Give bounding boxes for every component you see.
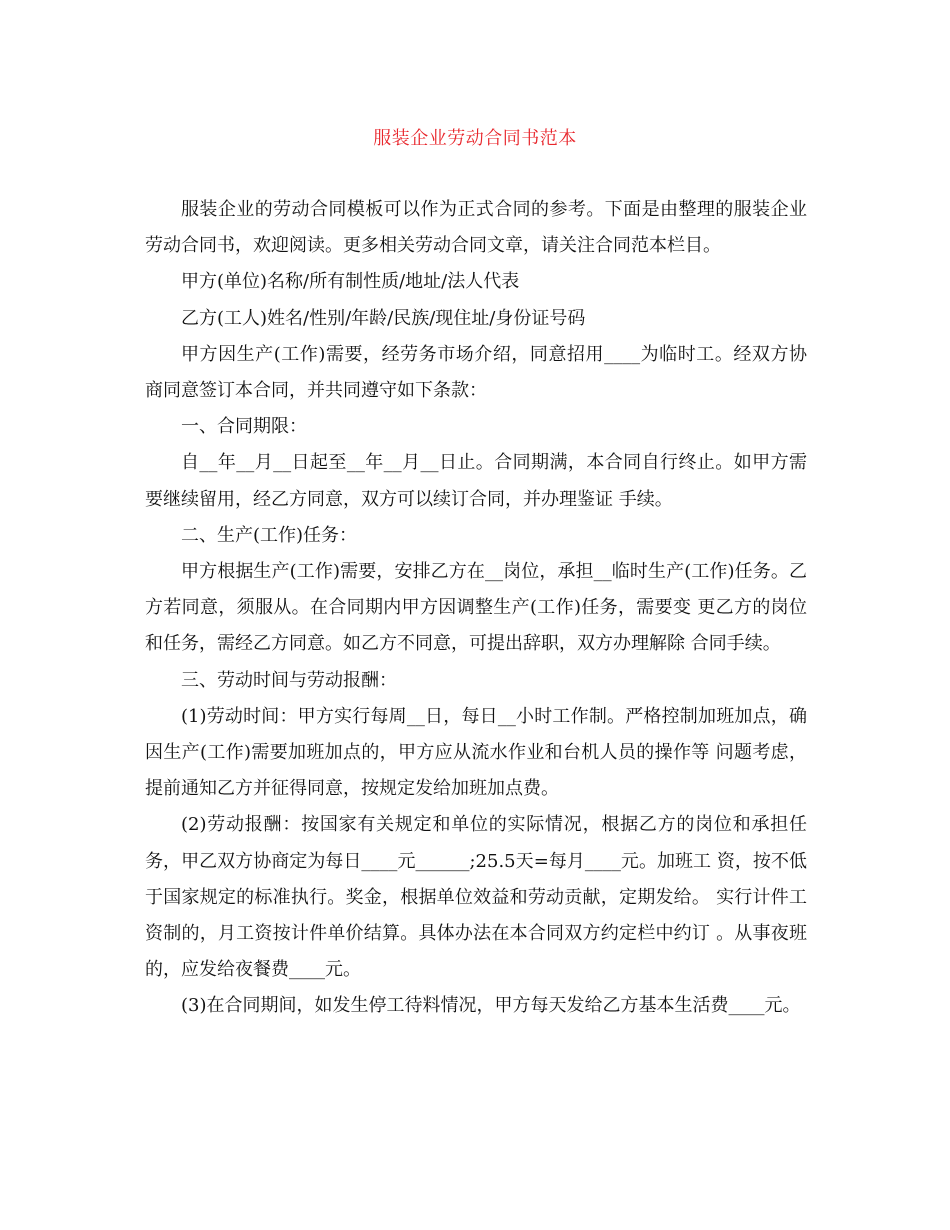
working-hours-paragraph: (1)劳动时间：甲方实行每周__日，每日__小时工作制。严格控制加班加点，确因生产(工作)需要加班加点的，甲方应从流水作业和台机人员的操作等 问题考虑，提前通知乙方并征得同意，按规定发给加班加点费。 [145, 705, 807, 800]
work-stoppage-paragraph: (3)在合同期间，如发生停工待料情况，甲方每天发给乙方基本生活费____元。 [181, 995, 801, 1017]
document-title: 服装企业劳动合同书范本 [373, 128, 577, 149]
section-heading-term: 一、合同期限： [181, 416, 307, 438]
party-b-info: 乙方(工人)姓名/性别/年龄/民族/现住址/身份证号码 [181, 307, 586, 329]
remuneration-paragraph: (2)劳动报酬：按国家有关规定和单位的实际情况，根据乙方的岗位和承担任务，甲乙双方协商定为每日____元______;25.5天=每月____元。加班工 资，按不低于国家规定的标准执行。奖金，根据单位效益和劳动贡献，定期发给。 实行计件工资制的，月工资按计件单价结算。具体办法在本合同双方约定栏中约订 。从事夜班的，应发给夜餐费____元。 [145, 814, 807, 981]
section-heading-hours-pay: 三、劳动时间与劳动报酬： [181, 669, 397, 691]
section-heading-tasks: 二、生产(工作)任务： [181, 524, 358, 546]
document-body [145, 192, 807, 1025]
tasks-paragraph: 甲方根据生产(工作)需要，安排乙方在__岗位，承担__临时生产(工作)任务。乙方若同意，须服从。在合同期内甲方因调整生产(工作)任务，需要变 更乙方的岗位和任务，需经乙方同意。如乙方不同意，可提出辞职，双方办理解除 合同手续。 [145, 561, 807, 655]
intro-paragraph: 服装企业的劳动合同模板可以作为正式合同的参考。下面是由整理的服装企业劳动合同书，欢迎阅读。更多相关劳动合同文章，请关注合同范本栏目。 [145, 199, 807, 257]
party-a-info: 甲方(单位)名称/所有制性质/地址/法人代表 [181, 271, 520, 293]
term-paragraph: 自__年__月__日起至__年__月__日止。合同期满，本合同自行终止。如甲方需要继续留用，经乙方同意，双方可以续订合同，并办理鉴证 手续。 [145, 452, 807, 510]
hiring-paragraph: 甲方因生产(工作)需要，经劳务市场介绍，同意招用____为临时工。经双方协商同意签订本合同，并共同遵守如下条款： [145, 343, 807, 402]
